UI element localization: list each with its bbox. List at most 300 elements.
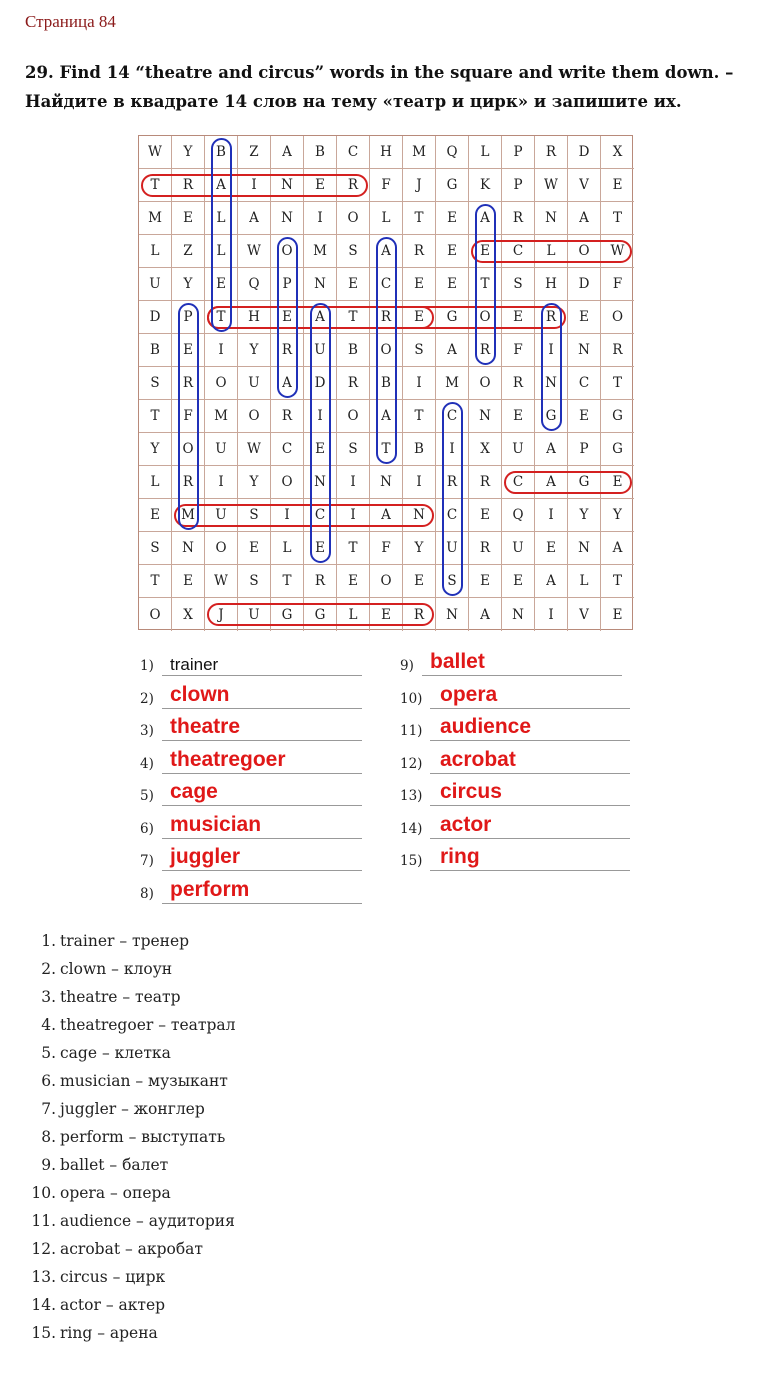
answer-text: theatregoer xyxy=(170,747,286,771)
answer-number: 10) xyxy=(400,690,423,707)
grid-cell: R xyxy=(469,532,502,565)
grid-cell: N xyxy=(370,466,403,499)
grid-cell: C xyxy=(337,136,370,169)
grid-cell: A xyxy=(535,433,568,466)
grid-cell: E xyxy=(403,565,436,598)
vocabulary-text: actor – актер xyxy=(60,1296,166,1314)
grid-cell: C xyxy=(271,433,304,466)
answer-number: 14) xyxy=(400,820,423,837)
answer-line xyxy=(162,870,362,871)
grid-cell: N xyxy=(403,499,436,532)
grid-cell: A xyxy=(271,367,304,400)
vocabulary-item xyxy=(30,1098,235,1126)
grid-cell: B xyxy=(403,433,436,466)
vocabulary-number: 9. xyxy=(41,1156,56,1174)
grid-cell: R xyxy=(403,235,436,268)
grid-cell: L xyxy=(205,202,238,235)
grid-cell: R xyxy=(271,400,304,433)
grid-cell: T xyxy=(469,268,502,301)
grid-cell: K xyxy=(469,169,502,202)
grid-cell: L xyxy=(568,565,601,598)
grid-cell: A xyxy=(271,136,304,169)
grid-cell: R xyxy=(502,202,535,235)
grid-cell: N xyxy=(568,334,601,367)
grid-cell: U xyxy=(304,334,337,367)
grid-cell: R xyxy=(271,334,304,367)
grid-cell: N xyxy=(436,598,469,631)
grid-cell: O xyxy=(337,400,370,433)
vocabulary-number: 6. xyxy=(41,1072,56,1090)
grid-cell: S xyxy=(139,532,172,565)
vocabulary-text: theatre – театр xyxy=(60,988,181,1006)
task-line-russian: Найдите в квадрате 14 слов на тему «театр и цирк» и запишите их. xyxy=(25,92,682,111)
grid-cell: O xyxy=(370,565,403,598)
grid-cell: C xyxy=(436,499,469,532)
grid-cell: N xyxy=(535,367,568,400)
grid-cell: T xyxy=(337,532,370,565)
grid-cell: X xyxy=(469,433,502,466)
grid-cell: Q xyxy=(238,268,271,301)
vocabulary-item xyxy=(30,1042,235,1070)
answer-line xyxy=(430,838,630,839)
answer-number: 2) xyxy=(140,690,154,707)
grid-cell: A xyxy=(535,466,568,499)
grid-cell: E xyxy=(469,235,502,268)
grid-cell: R xyxy=(304,565,337,598)
grid-cell: T xyxy=(139,565,172,598)
grid-cell: R xyxy=(172,466,205,499)
grid-cell: G xyxy=(601,433,634,466)
grid-cell: G xyxy=(568,466,601,499)
grid-cell: I xyxy=(238,169,271,202)
answer-line xyxy=(162,708,362,709)
grid-cell: M xyxy=(139,202,172,235)
grid-cell: E xyxy=(436,235,469,268)
answer-line xyxy=(430,805,630,806)
vocabulary-text: ballet – балет xyxy=(60,1156,169,1174)
answer-number: 9) xyxy=(400,658,414,674)
vocabulary-number: 1. xyxy=(41,932,56,950)
answer-text: trainer xyxy=(170,655,219,674)
grid-cell: A xyxy=(370,400,403,433)
grid-cell: M xyxy=(304,235,337,268)
vocabulary-text: musician – музыкант xyxy=(60,1072,228,1090)
grid-cell: T xyxy=(205,301,238,334)
grid-cell: O xyxy=(568,235,601,268)
grid-cell: R xyxy=(469,334,502,367)
answer-text: musician xyxy=(170,812,262,836)
grid-cell: P xyxy=(271,268,304,301)
grid-cell: A xyxy=(535,565,568,598)
vocabulary-number: 10. xyxy=(31,1184,56,1202)
grid-cell: I xyxy=(403,367,436,400)
grid-cell: A xyxy=(304,301,337,334)
grid-cell: T xyxy=(601,367,634,400)
grid-cell: R xyxy=(172,169,205,202)
grid-cell: P xyxy=(502,136,535,169)
grid-cell: G xyxy=(535,400,568,433)
grid-cell: E xyxy=(172,334,205,367)
grid-cell: Y xyxy=(403,532,436,565)
grid-cell: S xyxy=(337,235,370,268)
grid-cell: E xyxy=(568,400,601,433)
answer-row xyxy=(400,648,640,676)
answer-line xyxy=(162,903,362,904)
grid-cell: E xyxy=(601,169,634,202)
grid-cell: N xyxy=(304,268,337,301)
grid-cell: A xyxy=(436,334,469,367)
grid-cell: F xyxy=(601,268,634,301)
grid-cell: J xyxy=(403,169,436,202)
grid-cell: E xyxy=(469,565,502,598)
grid-cell: E xyxy=(271,301,304,334)
grid-cell: Z xyxy=(172,235,205,268)
answer-row xyxy=(400,713,640,741)
grid-cell: E xyxy=(238,532,271,565)
grid-cell: O xyxy=(469,301,502,334)
grid-cell: E xyxy=(469,499,502,532)
grid-cell: O xyxy=(139,598,172,631)
grid-cell: L xyxy=(205,235,238,268)
grid-cell: S xyxy=(139,367,172,400)
grid-cell: W xyxy=(205,565,238,598)
vocabulary-number: 5. xyxy=(41,1044,56,1062)
grid-cell: V xyxy=(568,598,601,631)
grid-cell: M xyxy=(205,400,238,433)
page-label: Страница 84 xyxy=(25,12,116,31)
grid-cell: U xyxy=(502,532,535,565)
grid-cell: O xyxy=(205,367,238,400)
grid-cell: D xyxy=(568,268,601,301)
vocabulary-text: theatregoer – театрал xyxy=(60,1016,236,1034)
grid-cell: Y xyxy=(601,499,634,532)
grid-cell: G xyxy=(436,169,469,202)
answer-line xyxy=(162,805,362,806)
grid-cell: R xyxy=(502,367,535,400)
grid-cell: O xyxy=(271,235,304,268)
answer-text: audience xyxy=(440,715,532,738)
answer-row xyxy=(140,876,380,904)
vocabulary-number: 14. xyxy=(31,1296,56,1314)
grid-cell: H xyxy=(535,268,568,301)
vocabulary-item xyxy=(30,1014,235,1042)
answer-text: cage xyxy=(170,780,218,803)
grid-cell: R xyxy=(337,169,370,202)
vocabulary-item xyxy=(30,1294,235,1322)
grid-cell: I xyxy=(271,499,304,532)
grid-cell: O xyxy=(238,400,271,433)
grid-cell: I xyxy=(337,499,370,532)
grid-cell: I xyxy=(436,433,469,466)
grid-cell: E xyxy=(502,400,535,433)
grid-cell: I xyxy=(403,466,436,499)
grid-cell: T xyxy=(139,169,172,202)
grid-cell: A xyxy=(370,235,403,268)
answer-number: 11) xyxy=(400,723,423,739)
grid-cell: I xyxy=(304,400,337,433)
grid-cell: E xyxy=(535,532,568,565)
vocabulary-text: trainer – тренер xyxy=(60,932,190,950)
grid-cell: E xyxy=(337,565,370,598)
grid-cell: N xyxy=(271,202,304,235)
grid-cell: B xyxy=(304,136,337,169)
grid-cell: X xyxy=(172,598,205,631)
grid-cell: S xyxy=(502,268,535,301)
grid-cell: E xyxy=(403,301,436,334)
answer-row xyxy=(400,681,640,709)
grid-cell: T xyxy=(139,400,172,433)
grid-cell: N xyxy=(568,532,601,565)
vocabulary-item xyxy=(30,1322,235,1350)
vocabulary-item xyxy=(30,1182,235,1210)
grid-cell: O xyxy=(172,433,205,466)
grid-cell: I xyxy=(535,499,568,532)
grid-cell: R xyxy=(337,367,370,400)
grid-cell: E xyxy=(568,301,601,334)
grid-cell: A xyxy=(238,202,271,235)
vocabulary-text: ring – арена xyxy=(60,1324,158,1342)
grid-cell: I xyxy=(535,334,568,367)
grid-cell: G xyxy=(601,400,634,433)
answer-line xyxy=(422,675,622,676)
grid-cell: I xyxy=(535,598,568,631)
grid-cell: S xyxy=(403,334,436,367)
task-line-english: 29. Find 14 “theatre and circus” words in the square and write them down. – xyxy=(25,63,734,82)
task-statement xyxy=(25,58,765,116)
grid-cell: I xyxy=(304,202,337,235)
grid-cell: N xyxy=(271,169,304,202)
grid-cell: U xyxy=(205,499,238,532)
vocabulary-text: acrobat – акробат xyxy=(60,1240,203,1258)
grid-cell: G xyxy=(271,598,304,631)
grid-cell: E xyxy=(304,532,337,565)
answer-text: acrobat xyxy=(440,747,516,771)
grid-cell: E xyxy=(304,433,337,466)
grid-cell: N xyxy=(172,532,205,565)
answer-text: circus xyxy=(440,780,502,803)
grid-cell: Y xyxy=(238,334,271,367)
grid-cell: C xyxy=(502,466,535,499)
answer-text: juggler xyxy=(170,845,241,868)
vocabulary-number: 15. xyxy=(31,1324,56,1342)
grid-cell: A xyxy=(601,532,634,565)
grid-cell: A xyxy=(568,202,601,235)
grid-cell: G xyxy=(436,301,469,334)
vocabulary-text: cage – клетка xyxy=(60,1044,171,1062)
answer-number: 4) xyxy=(140,755,154,772)
grid-cell: E xyxy=(612,606,623,623)
grid-cell: O xyxy=(370,334,403,367)
answer-text: ballet xyxy=(430,650,485,673)
grid-cell: E xyxy=(139,499,172,532)
grid-cell: R xyxy=(370,301,403,334)
grid-cell: J xyxy=(205,598,238,631)
grid-cell: C xyxy=(568,367,601,400)
grid-cell: S xyxy=(337,433,370,466)
grid-cell: T xyxy=(601,565,634,598)
grid-cell: R xyxy=(469,466,502,499)
answer-number: 6) xyxy=(140,820,154,837)
grid-cell: Y xyxy=(172,268,205,301)
grid-cell: N xyxy=(502,598,535,631)
grid-cell: U xyxy=(238,367,271,400)
grid-cell: O xyxy=(337,202,370,235)
grid-cell: P xyxy=(502,169,535,202)
answer-text: opera xyxy=(440,682,498,706)
grid-cell: L xyxy=(535,235,568,268)
grid-cell: F xyxy=(370,169,403,202)
vocabulary-number: 12. xyxy=(31,1240,56,1258)
word-search-grid xyxy=(138,135,633,630)
grid-cell: T xyxy=(403,202,436,235)
grid-cell: U xyxy=(205,433,238,466)
vocabulary-item xyxy=(30,1238,235,1266)
grid-cell: N xyxy=(304,466,337,499)
grid-cell: F xyxy=(172,400,205,433)
grid-cell: E xyxy=(337,268,370,301)
grid-cell: S xyxy=(436,565,469,598)
grid-cell: O xyxy=(205,532,238,565)
vocabulary-number: 3. xyxy=(41,988,56,1006)
grid-cell: B xyxy=(370,367,403,400)
grid-cell: S xyxy=(238,565,271,598)
vocabulary-text: perform – выступать xyxy=(60,1128,226,1146)
answer-line xyxy=(430,740,630,741)
answer-number: 3) xyxy=(140,723,154,739)
grid-cell: R xyxy=(535,301,568,334)
grid-cell: L xyxy=(139,466,172,499)
grid-cell: E xyxy=(304,169,337,202)
grid-cell: D xyxy=(568,136,601,169)
vocabulary-text: juggler – жонглер xyxy=(60,1100,205,1118)
grid-cell: C xyxy=(304,499,337,532)
answer-line xyxy=(162,675,362,676)
grid-cell: H xyxy=(370,136,403,169)
grid-cell: Z xyxy=(238,136,271,169)
answer-row xyxy=(400,778,640,806)
grid-cell: E xyxy=(502,565,535,598)
grid-cell: U xyxy=(139,268,172,301)
grid-cell: E xyxy=(436,268,469,301)
vocabulary-item xyxy=(30,986,235,1014)
grid-cell: L xyxy=(337,598,370,631)
answer-number: 13) xyxy=(400,788,423,804)
grid-cell: Q xyxy=(502,499,535,532)
vocabulary-item xyxy=(30,1126,235,1154)
grid-cell: W xyxy=(238,235,271,268)
grid-cell: M xyxy=(436,367,469,400)
vocabulary-text: audience – аудитория xyxy=(60,1212,235,1230)
grid-cell: B xyxy=(337,334,370,367)
grid-cell: E xyxy=(172,202,205,235)
grid-cell: O xyxy=(601,301,634,334)
grid-cell: E xyxy=(502,301,535,334)
grid-cell: L xyxy=(271,532,304,565)
grid-cell: L xyxy=(469,136,502,169)
answer-row xyxy=(400,843,640,871)
vocabulary-item xyxy=(30,1070,235,1098)
grid-cell: D xyxy=(139,301,172,334)
vocabulary-number: 7. xyxy=(41,1100,56,1118)
grid-cell: A xyxy=(469,202,502,235)
grid-cell: E xyxy=(205,268,238,301)
grid-cell: T xyxy=(337,301,370,334)
grid-cell: E xyxy=(436,202,469,235)
vocabulary-number: 2. xyxy=(41,960,56,978)
grid-cell: F xyxy=(502,334,535,367)
answer-text: perform xyxy=(170,877,250,901)
grid-cell: W xyxy=(601,235,634,268)
grid-cell: T xyxy=(271,565,304,598)
grid-cell: E xyxy=(403,268,436,301)
grid-cell: G xyxy=(304,598,337,631)
answer-row xyxy=(400,811,640,839)
grid-cell: L xyxy=(370,202,403,235)
grid-cell: U xyxy=(436,532,469,565)
vocabulary-number: 4. xyxy=(41,1016,56,1034)
answer-line xyxy=(430,870,630,871)
grid-cell: W xyxy=(139,136,172,169)
grid-cell: U xyxy=(238,598,271,631)
answer-line xyxy=(162,773,362,774)
grid-cell: Y xyxy=(568,499,601,532)
answer-number: 8) xyxy=(140,885,154,902)
answer-line xyxy=(430,708,630,709)
vocabulary-number: 8. xyxy=(41,1128,56,1146)
answer-text: theatre xyxy=(170,715,241,738)
vocabulary-item xyxy=(30,958,235,986)
vocabulary-number: 13. xyxy=(31,1268,56,1286)
grid-cell: E xyxy=(172,565,205,598)
answer-text: ring xyxy=(440,845,480,868)
grid-cell: C xyxy=(502,235,535,268)
grid-cell: A xyxy=(370,499,403,532)
answer-text: clown xyxy=(170,682,230,706)
answer-row xyxy=(140,843,380,871)
answer-number: 5) xyxy=(140,788,154,804)
vocabulary-text: clown – клоун xyxy=(60,960,173,978)
answer-row xyxy=(140,648,380,676)
grid-cell: T xyxy=(403,400,436,433)
grid-cell: Y xyxy=(238,466,271,499)
answer-row xyxy=(400,746,640,774)
answer-line xyxy=(430,773,630,774)
grid-cell: D xyxy=(304,367,337,400)
vocabulary-item xyxy=(30,1154,235,1182)
grid-cell: R xyxy=(436,466,469,499)
grid-cell: U xyxy=(502,433,535,466)
grid-cell: E xyxy=(601,466,634,499)
grid-cell: E xyxy=(370,598,403,631)
grid-cell: T xyxy=(370,433,403,466)
grid-cell: N xyxy=(535,202,568,235)
grid-cell: N xyxy=(469,400,502,433)
grid-cell: I xyxy=(337,466,370,499)
grid-cell: S xyxy=(238,499,271,532)
grid-cell: P xyxy=(172,301,205,334)
vocabulary-item xyxy=(30,1210,235,1238)
grid-cell: Y xyxy=(172,136,205,169)
answer-line xyxy=(162,838,362,839)
answer-row xyxy=(140,681,380,709)
answer-number: 7) xyxy=(140,853,154,869)
vocabulary-text: opera – опера xyxy=(60,1184,171,1202)
answer-row xyxy=(140,811,380,839)
grid-cell: B xyxy=(139,334,172,367)
grid-cell: R xyxy=(403,598,436,631)
answer-row xyxy=(140,746,380,774)
grid-cell: C xyxy=(370,268,403,301)
